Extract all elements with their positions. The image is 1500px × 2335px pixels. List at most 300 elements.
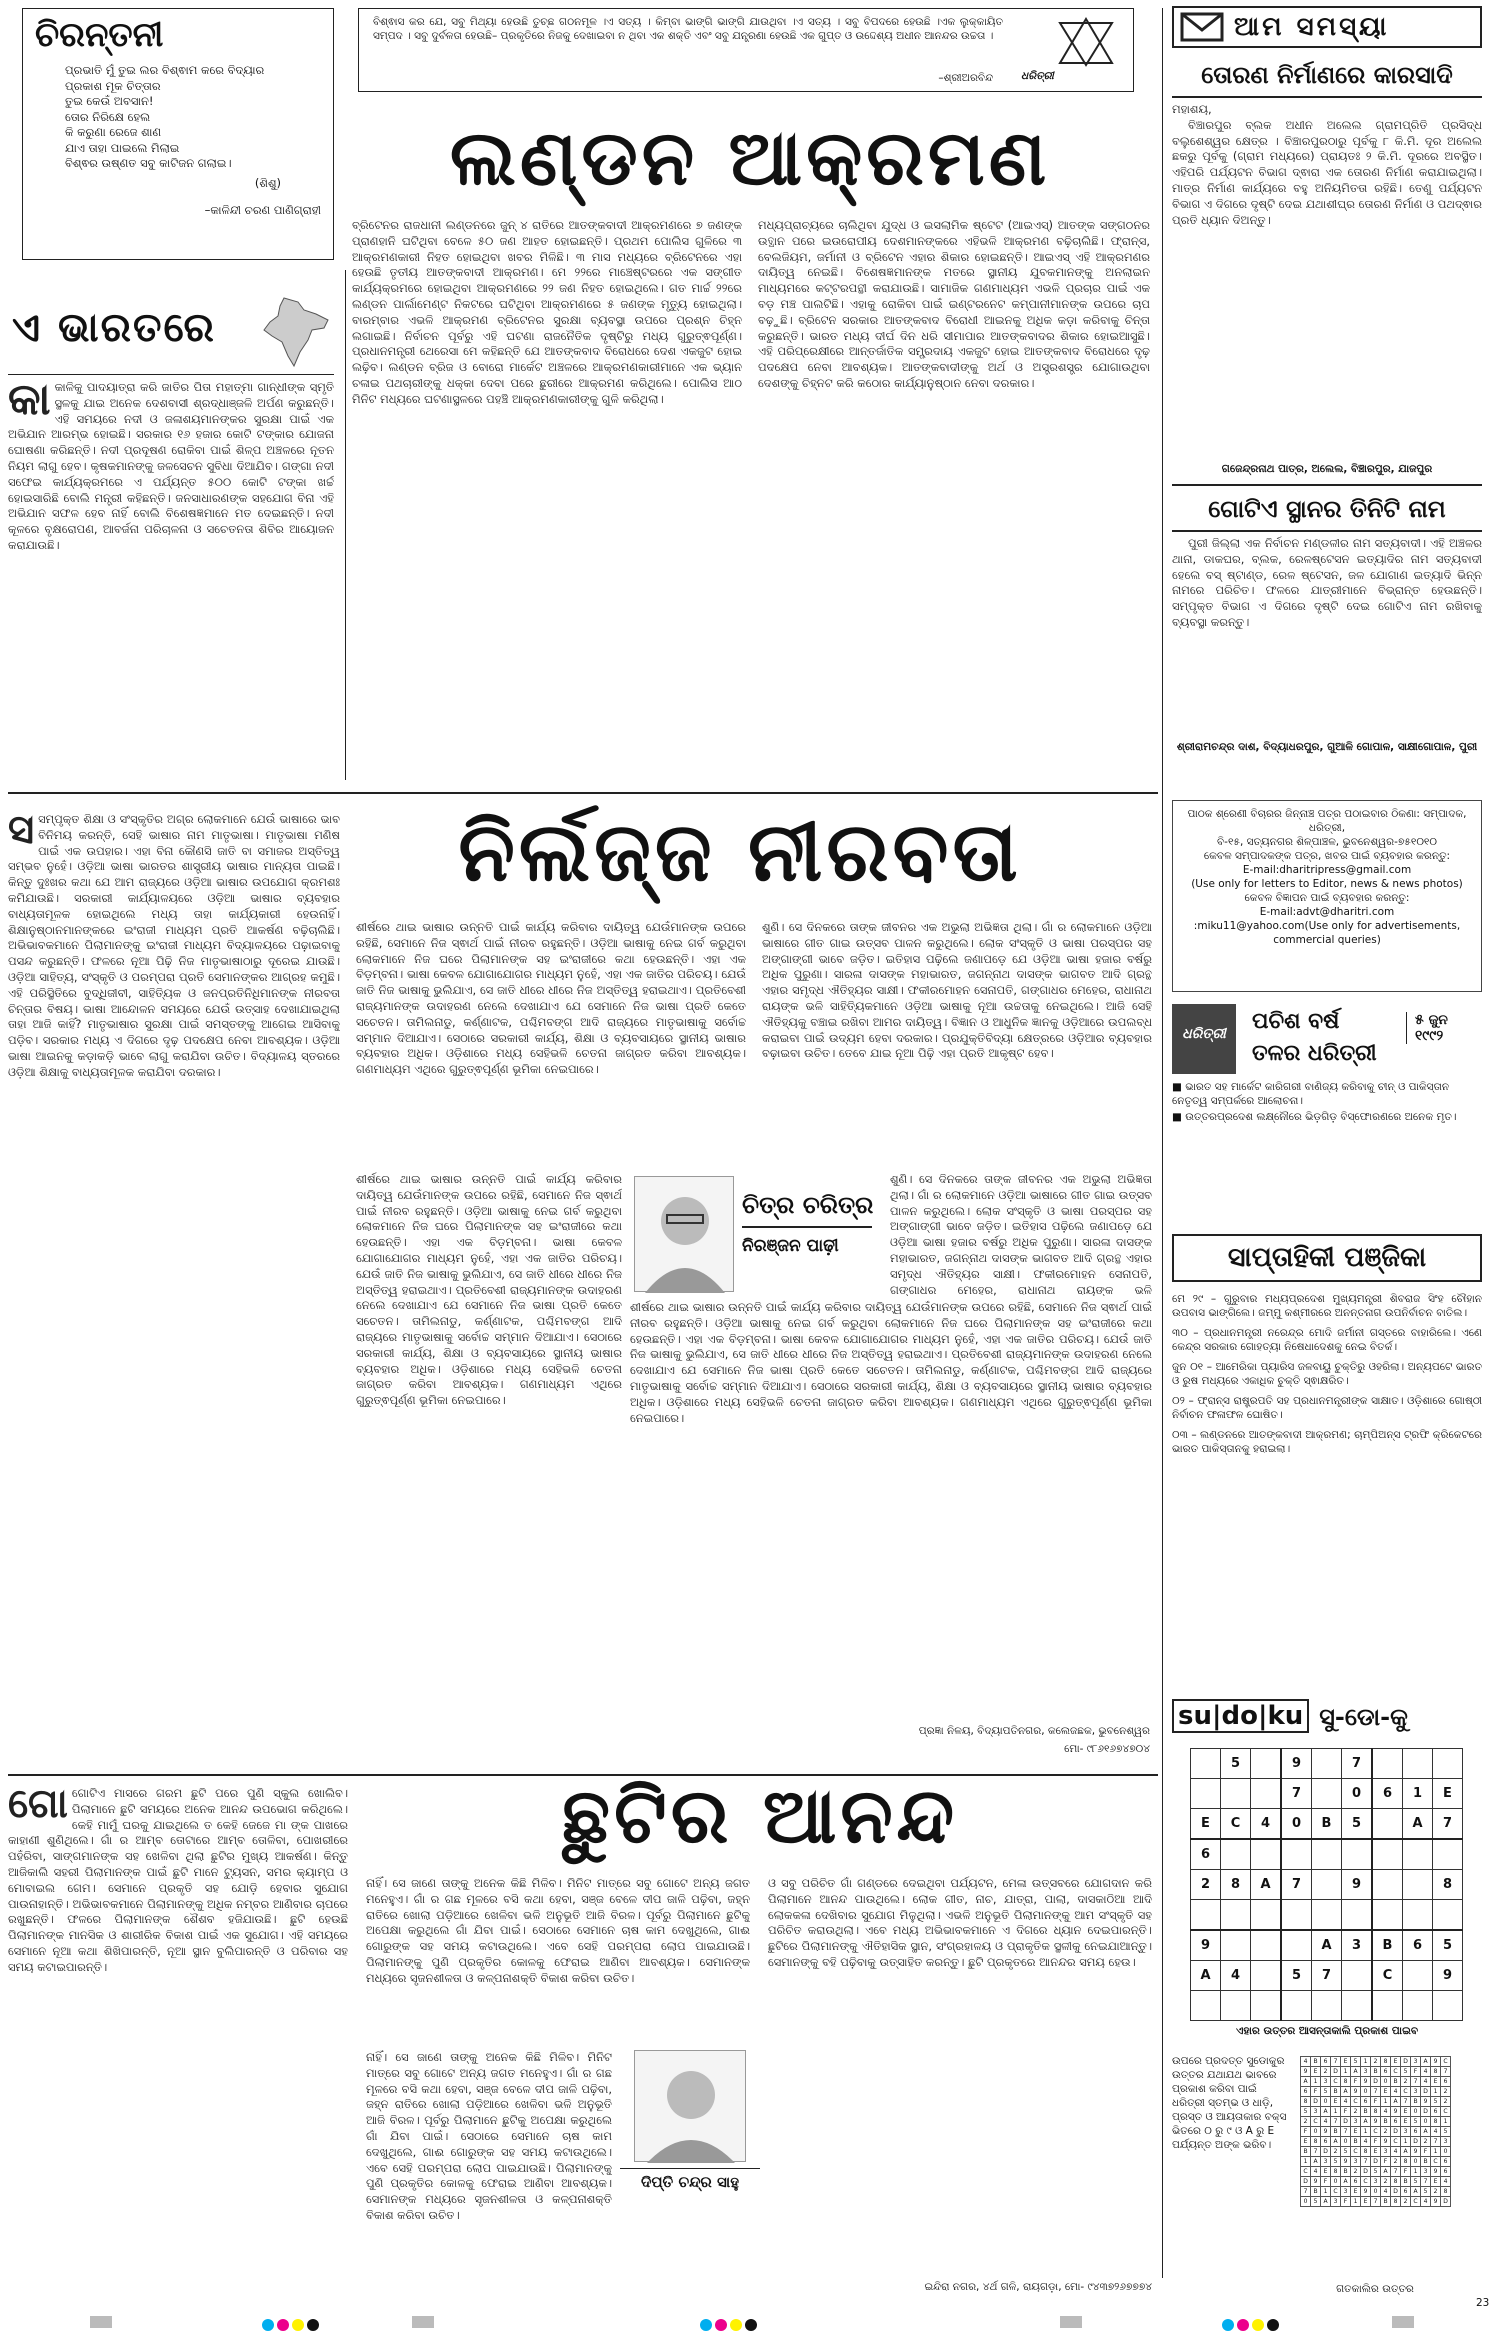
answer-cell: F [1381,2157,1391,2167]
letters-body [1172,102,1482,460]
sudoku-cell[interactable]: 7 [1281,1870,1312,1900]
answer-cell: B [1331,2087,1341,2097]
answer-cell: 3 [1441,2137,1451,2147]
sudoku-cell[interactable] [1342,1991,1373,2021]
letters-banner [1172,6,1482,48]
sudoku-cell[interactable] [1342,1839,1373,1870]
answer-cell: D [1301,2177,1311,2187]
contact-email-1[interactable]: E-mail:dharitripress@gmail.com [1242,864,1412,876]
answer-cell: 0 [1331,2177,1341,2187]
answer-cell: D [1401,2057,1411,2067]
sudoku-cell[interactable] [1221,1779,1251,1809]
answer-cell: 8 [1431,2067,1441,2077]
answer-cell: 2 [1431,2187,1441,2197]
answer-cell: E [1361,2197,1371,2207]
dharitri-logo [1021,17,1121,83]
sudoku-cell[interactable] [1403,1749,1433,1779]
answer-cell: A [1381,2167,1391,2177]
answer-cell: A [1321,2197,1331,2207]
answer-cell: 2 [1401,2077,1411,2087]
answer-cell: E [1431,2177,1441,2187]
feature-author: ଦିପ୍ତି ଚନ୍ଦ୍ର ସାହୁ [620,2168,760,2191]
answer-cell: 4 [1421,2067,1431,2077]
sudoku-cell[interactable] [1251,1961,1282,1991]
answer-cell: 2 [1441,2087,1451,2097]
answer-cell: A [1411,2187,1421,2197]
sudoku-title-en: su|do|ku [1172,1699,1309,1733]
divider [742,1226,872,1228]
answer-grid-wrap [1300,2056,1451,2207]
sudoku-grid[interactable] [1190,1748,1463,2021]
answer-cell: E [1321,2167,1331,2177]
sudoku-cell[interactable]: 0 [1342,1779,1373,1809]
letters-body-2: ପୁରୀ ଜିଲ୍ଲା ଏକ ନିର୍ବାଚନ ମଣ୍ଡଳୀର ନାମ ସତ୍ୟବାଦୀ। ଏହି ଅଞ୍ଚଳର ଥାନା, ଡାକଘର, ବ୍ଲକ, ରେଳଷ୍ଟେସନ ଇତ୍ୟାଦିର ନାମ ସତ୍ୟବାଦୀ ହେଲେ ବସ୍ ଷ୍ଟାଣ୍ଡ, ରେଳ ଷ୍ଟେସନ, ଜଳ ଯୋଗାଣ ଇତ୍ୟାଦି ଭିନ୍ନ ନାମରେ ପରିଚିତ। ଫଳରେ ଯାତ୍ରୀମାନେ ବିଭ୍ରାନ୍ତ ହେଉଛନ୍ତି। ସମ୍ପୃକ୍ତ ବିଭାଗ ଏ ଦିଗରେ ଦୃଷ୍ଟି ଦେଇ ଗୋଟିଏ ନାମ ରଖିବାକୁ ବ୍ୟବସ୍ଥା କରନ୍ତୁ। [1172,536,1482,629]
sudoku-cell[interactable] [1312,1749,1342,1779]
article1-col2: ମଧ୍ୟପ୍ରାଚ୍ୟରେ ଚାଲିଥିବା ଯୁଦ୍ଧ ଓ ଇସଲାମିକ ଷ୍ଟେଟ (ଆଇଏସ୍) ଆତଙ୍କ ସଙ୍ଗଠନର ଉତ୍ଥାନ ପରେ ଇଉରୋପୀୟ ଦେଶମାନଙ୍କରେ ଏହିଭଳି ଆକ୍ରମଣ ବଢ଼ିଚାଲିଛି। ଫ୍ରାନ୍ସ, ବେଲଜିୟମ, ଜର୍ମାନୀ ଓ ବ୍ରିଟେନ ଏହାର ଶିକାର ହୋଇଛନ୍ତି। ଆଇଏସ୍ ଏହି ଆକ୍ରମଣର ଦାୟିତ୍ୱ ନେଇଛି। ବିଶେଷଜ୍ଞମାନଙ୍କ ମତରେ ସ୍ଥାନୀୟ ଯୁବକମାନଙ୍କୁ ଅନଲାଇନ ମାଧ୍ୟମରେ କଟ୍ଟରପନ୍ଥୀ କରାଯାଉଛି। ସାମାଜିକ ଗଣମାଧ୍ୟମ ଏଭଳି ପ୍ରଚାର ପାଇଁ ଏକ ବଡ଼ ମଞ୍ଚ ପାଲଟିଛି। ଏହାକୁ ରୋକିବା ପାଇଁ ଇଣ୍ଟରନେଟ କମ୍ପାନୀମାନଙ୍କ ଉପରେ ଚାପ ବଢ଼ୁଛି। ବ୍ରିଟେନ ସରକାର ଆତଙ୍କବାଦ ବିରୋଧୀ ଆଇନକୁ ଅଧିକ କଡ଼ା କରିବାକୁ ଚିନ୍ତା କରୁଛନ୍ତି। ଭାରତ ମଧ୍ୟ ଦୀର୍ଘ ଦିନ ଧରି ସୀମାପାର ଆତଙ୍କବାଦର ଶିକାର ହୋଇଆସୁଛି। ଏହି ପରିପ୍ରେକ୍ଷୀରେ ଆନ୍ତର୍ଜାତିକ ସମ୍ପ୍ରଦାୟ ଏକଜୁଟ ହୋଇ ଆତଙ୍କବାଦ ବିରୋଧରେ ଦୃଢ଼ ପଦକ୍ଷେପ ନେବା ଆବଶ୍ୟକ। ଆତଙ୍କବାଦୀଙ୍କୁ ଅର୍ଥ ଓ ଅସ୍ତ୍ରଶସ୍ତ୍ର ଯୋଗାଉଥିବା ଦେଶଙ୍କୁ ଚିହ୍ନଟ କରି କଠୋର କାର୍ଯ୍ୟାନୁଷ୍ଠାନ ନେବା ଦରକାର। [758,218,1150,390]
article2-author-feature [630,1170,880,1296]
sudoku-cell[interactable]: 4 [1221,1961,1251,1991]
answer-cell: 9 [1371,2117,1381,2127]
sudoku-cell[interactable]: 1 [1403,1779,1433,1809]
sudoku-cell[interactable]: 3 [1342,1930,1373,1961]
sudoku-cell[interactable] [1342,1900,1373,1931]
answer-cell: 3 [1401,2127,1411,2137]
sudoku-cell[interactable]: 6 [1372,1779,1403,1809]
answer-cell: 2 [1381,2127,1391,2137]
archive-date-2: ୧୯୯୨ [1415,1028,1444,1044]
india-today-body [8,380,334,770]
answer-cell: A [1311,2157,1321,2167]
sudoku-row [1191,1961,1463,1991]
answer-row [1301,2187,1451,2197]
answer-cell: 8 [1311,2137,1321,2147]
answer-cell: 2 [1441,2097,1451,2107]
archive-title-1: ପଚିଶ ବର୍ଷ [1252,1008,1340,1034]
answer-cell: 0 [1411,2157,1421,2167]
sudoku-cell[interactable]: 9 [1433,1961,1463,1991]
article3-address: ଇନ୍ଦିରା ନଗର, ୪ର୍ଥ ଗଳି, ରାୟଗଡ଼ା, ମୋ- ୯୪୩୭୨୬୭୭୭୪ [924,2281,1152,2293]
sudoku-cell[interactable]: A [1191,1961,1221,1991]
sudoku-row [1191,1870,1463,1900]
sudoku-row [1191,1930,1463,1961]
answer-cell: E [1351,2127,1361,2137]
sudoku-cell[interactable] [1281,1900,1312,1931]
answer-cell: F [1421,2147,1431,2157]
answer-cell: 0 [1371,2187,1381,2197]
sudoku-cell[interactable]: 5 [1281,1961,1312,1991]
sudoku-cell[interactable] [1433,1991,1463,2021]
answer-cell: D [1321,2147,1331,2157]
author-photo [634,1176,734,1292]
answer-cell: 4 [1431,2127,1441,2137]
answer-cell: A [1401,2147,1411,2157]
answer-cell: A [1391,2097,1401,2107]
answer-cell: B [1411,2097,1421,2107]
answer-cell: 5 [1411,2117,1421,2127]
sudoku-cell[interactable] [1251,1779,1282,1809]
sudoku-cell[interactable] [1281,1839,1312,1870]
answer-cell: F [1301,2127,1311,2137]
answer-row [1301,2197,1451,2207]
sudoku-cell[interactable] [1433,1839,1463,1870]
answer-cell: F [1351,2077,1361,2087]
answer-cell: F [1371,2137,1381,2147]
answer-row [1301,2167,1451,2177]
answer-cell: 0 [1341,2137,1351,2147]
sudoku-cell[interactable] [1251,1991,1282,2021]
answer-cell: 0 [1421,2117,1431,2127]
sudoku-cell[interactable] [1281,1991,1312,2021]
answer-cell: 9 [1321,2127,1331,2137]
poem-title: ଚିରନ୍ତନୀ [35,15,164,55]
answer-cell: 1 [1431,2087,1441,2097]
sudoku-cell[interactable] [1312,1870,1342,1900]
weekly-entry: ୦୩ – ଲଣ୍ଡନରେ ଆତଙ୍କବାଦୀ ଆକ୍ରମଣ; ଚାମ୍ପିଅନ୍ସ ଟ୍ରଫି କ୍ରିକେଟରେ ଭାରତ ପାକିସ୍ତାନକୁ ହରାଇଲା। [1172,1429,1482,1455]
contact-box [1172,800,1482,992]
sudoku-cell[interactable] [1403,1900,1433,1931]
answer-cell: 1 [1401,2137,1411,2147]
poem-line: ତୁଇ କେଉଁ ଅବସାନ! [65,94,154,108]
answer-cell: 6 [1321,2137,1331,2147]
answer-cell: 4 [1301,2057,1311,2067]
india-today-text: କାଳିକୁ ପାଦୟାତ୍ରା କରି ଜାତିର ପିତା ମହାତ୍ମା ଗାନ୍ଧୀଙ୍କ ସ୍ମୃତି ସ୍ଥଳକୁ ଯାଇ ଅନେକ ଦେଶବାସୀ ଶ୍ରଦ୍ଧାଞ୍ଜଳି ଅର୍ପଣ କରୁଛନ୍ତି। ଏହି ସମୟରେ ନଦୀ ଓ ଜଳାଶୟମାନଙ୍କର ସୁରକ୍ଷା ପାଇଁ ଏକ ଅଭିଯାନ ଆରମ୍ଭ ହୋଇଛି। ସରକାର ୧୬ ହଜାର କୋଟି ଟଙ୍କାର ଯୋଜନା ଘୋଷଣା କରିଛନ୍ତି। ନଦୀ ପ୍ରଦୂଷଣ ରୋକିବା ପାଇଁ ଶିଳ୍ପ ଅଞ୍ଚଳରେ ନୂତନ ନିୟମ ଲାଗୁ ହେବ। କୃଷକମାନଙ୍କୁ ଜଳସେଚନ ସୁବିଧା ଦିଆଯିବ। ଗଙ୍ଗା ନଦୀ ସଫେଇ କାର୍ଯ୍ୟକ୍ରମରେ ଏ ପର୍ଯ୍ୟନ୍ତ ୫୦୦ କୋଟି ଟଙ୍କା ଖର୍ଚ୍ଚ ହୋଇସାରିଛି ବୋଲି ମନ୍ତ୍ରୀ କହିଛନ୍ତି। ଜନସାଧାରଣଙ୍କ ସହଯୋଗ ବିନା ଏହି ଅଭିଯାନ ସଫଳ ହେବ ନାହିଁ ବୋଲି ବିଶେଷଜ୍ଞମାନେ ମତ ଦେଇଛନ୍ତି। ନଦୀ କୂଳରେ ବୃକ୍ଷରୋପଣ, ଆବର୍ଜନା ପରିଚାଳନା ଓ ସଚେତନତା ଶିବିର ଆୟୋଜନ କରାଯାଉଛି। [8,380,334,552]
answer-row [1301,2117,1451,2127]
answer-cell: E [1371,2147,1381,2157]
feature-author: ନିରଞ୍ଜନ ପାଢ଼ୀ [742,1236,839,1256]
answer-cell: 2 [1351,2107,1361,2117]
article2-col4: ଶୀର୍ଷରେ ଥାଇ ଭାଷାର ଉନ୍ନତି ପାଇଁ କାର୍ଯ୍ୟ କରିବାର ଦାୟିତ୍ୱ ଯେଉଁମାନଙ୍କ ଉପରେ ରହିଛି, ସେମାନେ ନିଜ ସ୍ଵାର୍ଥ ପାଇଁ ନୀରବ ରହୁଛନ୍ତି। ଓଡ଼ିଆ ଭାଷାକୁ ନେଇ ଗର୍ବ କରୁଥିବା ଲୋକମାନେ ନିଜ ଘରେ ପିଲାମାନଙ୍କ ସହ ଇଂରାଜୀରେ କଥା ହେଉଛନ୍ତି। ଏହା ଏକ ବିଡ଼ମ୍ବନା। ଭାଷା କେବଳ ଯୋଗାଯୋଗର ମାଧ୍ୟମ ନୁହେଁ, ଏହା ଏକ ଜାତିର ପରିଚୟ। ଯେଉଁ ଜାତି ନିଜ ଭାଷାକୁ ଭୁଲିଯାଏ, ସେ ଜାତି ଧୀରେ ଧୀରେ ନିଜ ଅସ୍ତିତ୍ୱ ହରାଇଥାଏ। ପ୍ରତିବେଶୀ ରାଜ୍ୟମାନଙ୍କ ଉଦାହରଣ ନେଲେ ଦେଖାଯାଏ ଯେ ସେମାନେ ନିଜ ଭାଷା ପ୍ରତି କେତେ ସଚେତନ। ତାମିଲନାଡୁ, କର୍ଣ୍ଣାଟକ, ପଶ୍ଚିମବଙ୍ଗ ଆଦି ରାଜ୍ୟରେ ମାତୃଭାଷାକୁ ସର୍ବୋଚ୍ଚ ସମ୍ମାନ ଦିଆଯାଏ। ସେଠାରେ ସରକାରୀ କାର୍ଯ୍ୟ, ଶିକ୍ଷା ଓ ବ୍ୟବସାୟରେ ସ୍ଥାନୀୟ ଭାଷାର ବ୍ୟବହାର ଅଧିକ। ଓଡ଼ିଶାରେ ମଧ୍ୟ ସେହିଭଳି ଚେତନା ଜାଗ୍ରତ କରିବା ଆବଶ୍ୟକ। ଗଣମାଧ୍ୟମ ଏଥିରେ ଗୁରୁତ୍ଵପୂର୍ଣ୍ଣ ଭୂମିକା ନେଇପାରେ। [630,1300,1152,1425]
answer-cell: 9 [1431,2167,1441,2177]
answer-cell: 8 [1401,2157,1411,2167]
answer-cell: 7 [1301,2187,1311,2197]
letters-banner-title: ଆମ ସମସ୍ୟା [1234,11,1390,42]
answer-cell: 1 [1321,2187,1331,2197]
answer-cell: 3 [1321,2157,1331,2167]
answer-cell: 1 [1351,2197,1361,2207]
answer-cell: 7 [1311,2147,1321,2157]
poem-line: ପ୍ରଭାତି ମୁଁ ତୁଇ ଲର ବିଶ୍ଵାମ କରେ ବିଦ୍ୟାର [65,63,265,77]
sudoku-cell[interactable] [1312,1900,1342,1931]
answer-cell: 5 [1371,2167,1381,2177]
sudoku-cell[interactable] [1251,1749,1282,1779]
envelope-icon [1180,12,1224,42]
sudoku-cell[interactable]: 9 [1191,1930,1221,1961]
answer-cell: 2 [1371,2057,1381,2067]
sudoku-cell[interactable]: 9 [1342,1870,1373,1900]
answer-row [1301,2057,1451,2067]
article3-col1 [8,1786,348,2296]
portrait-icon [635,2051,747,2163]
answer-cell: F [1341,2197,1351,2207]
answer-cell: D [1441,2197,1451,2207]
answer-cell: B [1401,2177,1411,2187]
sudoku-cell[interactable] [1312,1991,1342,2021]
article3-address-text: ଇନ୍ଦିରା ନଗର, ୪ର୍ଥ ଗଳି, ରାୟଗଡ଼ା [924,2281,1059,2293]
india-today-title: ଏ ଭାରତରେ [12,304,216,351]
column-rule [1162,8,1163,2278]
sudoku-cell[interactable] [1433,1749,1463,1779]
answer-cell: 4 [1361,2137,1371,2147]
letters-text: ବିଞ୍ଚାରପୁର ବ୍ଲକ ଅଧୀନ ଅଲେଲ ଗ୍ରାମପ୍ରିତି ପ୍ରସିଦ୍ଧ ବଲୁଶେଶ୍ୱର କ୍ଷେତ୍ର । ବିଞ୍ଚାରପୁରଠାରୁ ପୂର୍ବକୁ ୮ କି.ମି. ଦୂର ଅଲେଲ ଛକରୁ ପୂର୍ବକୁ (ଗ୍ରାମ ମଧ୍ୟରେ) ପ୍ରାୟତଃ ୨ କି.ମି. ଦୂରରେ ଅବସ୍ଥିତ। ଏହିପରି ପର୍ଯ୍ୟଟନ ବିଭାଗ ଦ୍ଵାରା ଏକ ତୋରଣ ନିର୍ମାଣ କରାଯାଇଥିଲା। ମାତ୍ର ନିର୍ମାଣ କାର୍ଯ୍ୟରେ ବହୁ ଅନିୟମିତତା ରହିଛି। ତେଣୁ ପର୍ଯ୍ୟଟନ ବିଭାଗ ଏ ଦିଗରେ ଦୃଷ୍ଟି ଦେଇ ଯଥାଶୀଘ୍ର ତୋରଣ ନିର୍ମାଣ ଓ ପଥଦ୍ଵାର ପ୍ରତି ଧ୍ୟାନ ଦିଅନ୍ତୁ। [1172,117,1482,227]
answer-cell: 8 [1301,2097,1311,2107]
sudoku-cell[interactable]: 6 [1403,1930,1433,1961]
answer-cell: 0 [1411,2107,1421,2117]
archive-item-2-text: ଉତ୍ତରପ୍ରଦେଶ ଲକ୍ଷ୍ନୌରେ ଭିଡ଼ଗିଡ଼ ବିସ୍ଫୋରଣରେ ଅନେକ ମୃତ। [1185,1111,1457,1123]
answer-cell: 7 [1361,2157,1371,2167]
answer-cell: B [1381,2197,1391,2207]
sudoku-grid-wrap [1190,1748,1463,2021]
letters-signature: ଗଜେନ୍ଦ୍ରନାଥ ପାତ୍ର, ଅଲେଲ, ବିଞ୍ଚାରପୁର, ଯାଜପୁର [1221,463,1433,475]
sudoku-cell[interactable]: 4 [1251,1809,1282,1840]
answer-cell: 7 [1421,2177,1431,2187]
answer-cell: 3 [1311,2107,1321,2117]
answer-cell: 0 [1441,2147,1451,2157]
answer-cell: B [1311,2057,1321,2067]
sudoku-cell[interactable] [1372,1809,1403,1840]
sudoku-cell[interactable] [1191,1749,1221,1779]
sudoku-cell[interactable]: E [1191,1809,1221,1840]
answer-cell: E [1331,2097,1341,2107]
answer-cell: 6 [1441,2167,1451,2177]
answer-cell: D [1421,2087,1431,2097]
answer-cell: C [1311,2117,1321,2127]
sudoku-cell[interactable]: 8 [1433,1870,1463,1900]
sudoku-row [1191,1809,1463,1840]
answer-cell: F [1341,2107,1351,2117]
answer-cell: 7 [1331,2117,1341,2127]
article3-headline: ଛୁଟିର ଆନନ୍ଦ [561,1771,959,1860]
sudoku-cell[interactable] [1221,1991,1251,2021]
answer-cell: 2 [1321,2067,1331,2077]
sudoku-cell[interactable]: 8 [1221,1870,1251,1900]
answer-cell: 1 [1341,2067,1351,2077]
answer-cell: B [1301,2147,1311,2157]
answer-cell: 2 [1391,2157,1401,2167]
answer-cell: 5 [1351,2057,1361,2067]
answer-cell: 6 [1361,2097,1371,2107]
answer-cell: 6 [1391,2117,1401,2127]
answer-cell: D [1371,2077,1381,2087]
answer-grid [1300,2056,1451,2207]
answer-cell: C [1441,2107,1451,2117]
article2-col3: ଶୁଣି। ସେ ଦିନକରେ ତାଙ୍କ ଜୀବନର ଏକ ଅଭୁଲା ଅଭିଜ୍ଞତା ଥିଲା। ଗାଁ ର ଲୋକମାନେ ଓଡ଼ିଆ ଭାଷାରେ ଗୀତ ଗାଇ ଉତ୍ସବ ପାଳନ କରୁଥିଲେ। ଲୋକ ସଂସ୍କୃତି ଓ ଭାଷା ପରସ୍ପର ସହ ଅଙ୍ଗାଙ୍ଗୀ ଭାବେ ଜଡ଼ିତ। ଇତିହାସ ପଢ଼ିଲେ ଜଣାପଡ଼େ ଯେ ଓଡ଼ିଆ ଭାଷା ହଜାର ବର୍ଷରୁ ଅଧିକ ପୁରୁଣା। ସାରଳା ଦାସଙ୍କ ମହାଭାରତ, ଜଗନ୍ନାଥ ଦାସଙ୍କ ଭାଗବତ ଆଦି ଗ୍ରନ୍ଥ ଏହାର ସମୃଦ୍ଧ ଐତିହ୍ୟର ସାକ୍ଷୀ। ଫକୀରମୋହନ ସେନାପତି, ଗଙ୍ଗାଧର ମେହେର, ରାଧାନାଥ ରାୟଙ୍କ ଭଳି ସାହିତ୍ୟିକମାନେ ଓଡ଼ିଆ ଭାଷାକୁ ନୂଆ ଉଚ୍ଚତାକୁ ନେଇଥିଲେ। ଆଜି ସେହି ଐତିହ୍ୟକୁ ବଞ୍ଚାଇ ରଖିବା ଆମର ଦାୟିତ୍ୱ। ବିଜ୍ଞାନ ଓ ଆଧୁନିକ ଜ୍ଞାନକୁ ଓଡ଼ିଆରେ ଉପଲବ୍ଧ କରାଇବା ପାଇଁ ଉଦ୍ୟମ ହେବା ଦରକାର। ପ୍ରଯୁକ୍ତିବିଦ୍ୟା କ୍ଷେତ୍ରରେ ଓଡ଼ିଆର ବ୍ୟବହାର ବଢ଼ାଇବା ଉଚିତ। ତେବେ ଯାଇ ନୂଆ ପିଢ଼ି ଏହା ପ୍ରତି ଆକୃଷ୍ଟ ହେବ। [762,920,1152,1061]
answer-cell: 3 [1371,2177,1381,2187]
contact-note-1: (Use only for letters to Editor, news & news photos) [1191,878,1463,890]
answer-cell: 8 [1391,2197,1401,2207]
answer-cell: 3 [1411,2057,1421,2067]
answer-cell: 0 [1361,2087,1371,2097]
answer-cell: 6 [1351,2177,1361,2187]
letters-title-2: ଗୋଟିଏ ସ୍ଥାନର ତିନିଟି ନାମ [1208,494,1446,523]
archive-date [1406,1012,1476,1044]
sudoku-cell[interactable]: 7 [1281,1779,1312,1809]
answer-cell: 5 [1311,2197,1321,2207]
contact-email-3[interactable]: :miku11@yahoo.com(Use only for advertisements, commercial queries) [1193,920,1461,946]
sudoku-cell[interactable]: B [1312,1809,1342,1840]
archive-box [1172,1004,1482,1124]
sudoku-cell[interactable]: 7 [1342,1749,1373,1779]
answer-cell: C [1361,2177,1371,2187]
answer-cell: B [1351,2137,1361,2147]
divider [8,792,1158,794]
feature-title: ଚିତ୍ର ଚରିତ୍ର [742,1190,874,1219]
contact-email-2[interactable]: E-mail:advt@dharitri.com [1259,906,1395,918]
sudoku-cell[interactable] [1372,1991,1403,2021]
sudoku-row [1191,1991,1463,2021]
sudoku-cell[interactable] [1403,1991,1433,2021]
sudoku-cell[interactable] [1372,1839,1403,1870]
archive-item-1 [1172,1080,1482,1108]
answer-cell: C [1431,2157,1441,2167]
answer-cell: C [1331,2187,1341,2197]
answer-cell: B [1421,2157,1431,2167]
sudoku-cell[interactable] [1191,1991,1221,2021]
sudoku-cell[interactable] [1312,1779,1342,1809]
article2-col1 [8,812,340,1774]
answer-cell: 7 [1401,2097,1411,2107]
sudoku-cell[interactable] [1372,1900,1403,1931]
answer-cell: 1 [1301,2157,1311,2167]
archive-brand: ଧରିତ୍ରୀ [1182,1026,1226,1042]
answer-cell: 2 [1331,2147,1341,2157]
answer-cell: 5 [1331,2157,1341,2167]
answer-cell: 9 [1341,2157,1351,2167]
gray-block [1060,2316,1082,2328]
sudoku-cell[interactable] [1403,1870,1433,1900]
author-photo [634,2050,746,2162]
sudoku-cell[interactable] [1251,1839,1282,1870]
answer-cell: 1 [1381,2097,1391,2107]
answer-cell: 6 [1431,2107,1441,2117]
answer-cell: D [1371,2157,1381,2167]
drop-cap: ସ [8,812,35,853]
divider [1172,96,1482,98]
sudoku-cell[interactable] [1403,1961,1433,1991]
sudoku-cell[interactable] [1372,1749,1403,1779]
answer-cell: 6 [1411,2127,1421,2137]
sudoku-note: ଏହାର ଉତ୍ତର ଆସନ୍ତାକାଲି ପ୍ରକାଶ ପାଇବ [1236,2025,1418,2037]
answer-cell: 8 [1391,2177,1401,2187]
portrait-icon [635,1177,735,1293]
sudoku-cell[interactable] [1251,1900,1282,1931]
answer-cell: 9 [1421,2097,1431,2107]
answer-cell: C [1371,2127,1381,2137]
answer-row [1301,2067,1451,2077]
sudoku-title-or: ସୁ-ଡୋ-କୁ [1319,1701,1408,1731]
sudoku-cell[interactable] [1372,1870,1403,1900]
sudoku-cell[interactable] [1191,1900,1221,1931]
answer-cell: 3 [1331,2197,1341,2207]
answer-cell: 5 [1441,2127,1451,2137]
answer-cell: 8 [1381,2057,1391,2067]
answer-cell: 5 [1301,2107,1311,2117]
answer-cell: A [1421,2057,1431,2067]
answer-cell: D [1361,2167,1371,2177]
sudoku-cell[interactable] [1312,1839,1342,1870]
answer-cell: 2 [1381,2177,1391,2187]
poem-author: –କାଳିନ୍ଦୀ ଚରଣ ପାଣିଗ୍ରାହୀ [204,203,321,217]
answer-cell: E [1341,2057,1351,2067]
answer-cell: C [1441,2057,1451,2067]
drop-cap: ଗୋ [8,1786,68,1827]
sudoku-cell[interactable]: A [1312,1930,1342,1961]
star-emblem-icon [1056,17,1116,67]
gray-block [412,2316,434,2328]
answer-cell: 8 [1431,2117,1441,2127]
answer-cell: 5 [1411,2177,1421,2187]
poem-line: କି କରୁଣା ରେଜେ ଶାଣ [65,125,162,139]
answer-cell: D [1311,2097,1321,2107]
sudoku-cell[interactable]: E [1433,1779,1463,1809]
answer-row [1301,2157,1451,2167]
answer-cell: 1 [1361,2127,1371,2137]
sudoku-cell[interactable]: B [1372,1930,1403,1961]
answer-cell: 3 [1421,2167,1431,2177]
answer-cell: E [1311,2067,1321,2077]
sudoku-cell[interactable]: 5 [1221,1749,1251,1779]
article1-col1: ବ୍ରିଟେନର ରାଜଧାନୀ ଲଣ୍ଡନରେ ଜୁନ୍ ୪ ରାତିରେ ଆତଙ୍କବାଦୀ ଆକ୍ରମଣରେ ୭ ଜଣଙ୍କ ପ୍ରାଣହାନି ଘଟିଥିବା ବେଳେ ୫୦ ଜଣ ଆହତ ହୋଇଛନ୍ତି। ପ୍ରଥମ ପୋଲିସ ଗୁଳିରେ ୩ ଆକ୍ରମଣକାରୀ ନିହତ ହୋଇଥିବା ଖବର ମିଳିଛି। ୩ ମାସ ମଧ୍ୟରେ ବ୍ରିଟେନରେ ଏହା ହେଉଛି ତୃତୀୟ ଆତଙ୍କବାଦୀ ଆକ୍ରମଣ। ମେ ୨୨ରେ ମାଞ୍ଚେଷ୍ଟରରେ ଏକ ସଙ୍ଗୀତ କାର୍ଯ୍ୟକ୍ରମରେ ହୋଇଥିବା ଆକ୍ରମଣରେ ୨୨ ଜଣ ନିହତ ହୋଇଥିଲେ। ଗତ ମାର୍ଚ୍ଚ ୨୨ରେ ଲଣ୍ଡନ ପାର୍ଲାମେଣ୍ଟ ନିକଟରେ ଘଟିଥିବା ଆକ୍ରମଣରେ ୫ ଜଣଙ୍କ ମୃତ୍ୟୁ ହୋଇଥିଲା। ବାରମ୍ବାର ଏଭଳି ଆକ୍ରମଣ ବ୍ରିଟେନର ସୁରକ୍ଷା ବ୍ୟବସ୍ଥା ଉପରେ ପ୍ରଶ୍ନ ଚିହ୍ନ ଲଗାଇଛି। ନିର୍ବାଚନ ପୂର୍ବରୁ ଏହି ଘଟଣା ରାଜନୈତିକ ଦୃଷ୍ଟିରୁ ମଧ୍ୟ ଗୁରୁତ୍ଵପୂର୍ଣ୍ଣ। ପ୍ରଧାନମନ୍ତ୍ରୀ ଥେରେସା ମେ କହିଛନ୍ତି ଯେ ଆତଙ୍କବାଦ ବିରୋଧରେ ଦେଶ ଏକଜୁଟ ହୋଇ ଲଢ଼ିବ। ଲଣ୍ଡନ ବ୍ରିଜ ଓ ବୋରୋ ମାର୍କେଟ ଅଞ୍ଚଳରେ ଆକ୍ରମଣକାରୀମାନେ ଏକ ଭ୍ୟାନ ଚଳାଇ ପଥଚାରୀଙ୍କୁ ଧକ୍କା ଦେବା ପରେ ଛୁରୀରେ ଆକ୍ରମଣ କରିଥିଲେ। ପୋଲିସ ଆଠ ମିନିଟ ମଧ୍ୟରେ ଘଟଣାସ୍ଥଳରେ ପହଞ୍ଚି ଆକ୍ରମଣକାରୀଙ୍କୁ ଗୁଳି କରିଥିଲା। [352,218,742,406]
sudoku-cell[interactable] [1221,1930,1251,1961]
india-today-header [8,296,334,370]
sudoku-cell[interactable]: 9 [1281,1749,1312,1779]
sudoku-cell[interactable] [1342,1961,1373,1991]
answer-cell: C [1351,2097,1361,2107]
divider [1172,484,1482,486]
answer-cell: 3 [1411,2087,1421,2097]
article3-phone: ମୋ- ୯୪୩୭୨୬୭୭୭୪ [1064,2281,1152,2293]
archive-brand-badge [1172,1004,1236,1074]
answer-cell: 3 [1361,2067,1371,2077]
sudoku-cell[interactable]: A [1251,1870,1282,1900]
sudoku-cell[interactable]: 5 [1342,1809,1373,1840]
answer-cell: 3 [1321,2077,1331,2087]
sudoku-cell[interactable]: 7 [1312,1961,1342,1991]
bullet-icon: ■ [1172,1111,1186,1123]
sudoku-cell[interactable] [1251,1930,1282,1961]
answer-cell: 8 [1341,2077,1351,2087]
answer-cell: A [1341,2177,1351,2187]
answer-cell: 6 [1401,2187,1411,2197]
answer-cell: E [1391,2057,1401,2067]
sudoku-cell[interactable]: 6 [1191,1839,1221,1870]
answer-label: ଗତକାଲିର ଉତ୍ତର [1336,2283,1414,2295]
sudoku-cell[interactable]: C [1221,1809,1251,1840]
sudoku-cell[interactable] [1403,1839,1433,1870]
sudoku-cell[interactable]: 7 [1433,1809,1463,1840]
sudoku-cell[interactable]: 2 [1191,1870,1221,1900]
answer-cell: 6 [1441,2077,1451,2087]
sudoku-cell[interactable] [1433,1900,1463,1931]
answer-cell: 4 [1421,2077,1431,2087]
answer-cell: E [1351,2187,1361,2197]
sudoku-cell[interactable]: A [1403,1809,1433,1840]
sudoku-cell[interactable] [1221,1900,1251,1931]
article1-headline: ଲଣ୍ଡନ ଆକ୍ରମଣ [449,113,1051,202]
sudoku-cell[interactable]: C [1372,1961,1403,1991]
answer-row [1301,2087,1451,2097]
archive-item-2 [1172,1110,1482,1124]
answer-cell: E [1401,2107,1411,2117]
archive-item-1-text: ଭାରତ ସହ ମାର୍କେଟ କାରିଗରୀ ବାଣିଜ୍ୟ କରିବାକୁ ଚୀନ୍ ଓ ପାକିସ୍ତାନ ନେତୃତ୍ୱ ସମ୍ପର୍କରେ ଆଲୋଚନା। [1172,1081,1450,1107]
answer-cell: 0 [1381,2077,1391,2087]
sudoku-cell[interactable] [1281,1930,1312,1961]
answer-cell: 4 [1381,2187,1391,2197]
answer-row [1301,2107,1451,2117]
sudoku-cell[interactable]: 0 [1281,1809,1312,1840]
sudoku-cell[interactable] [1191,1779,1221,1809]
sudoku-cell[interactable] [1221,1839,1251,1870]
sudoku-cell[interactable]: 5 [1433,1930,1463,1961]
